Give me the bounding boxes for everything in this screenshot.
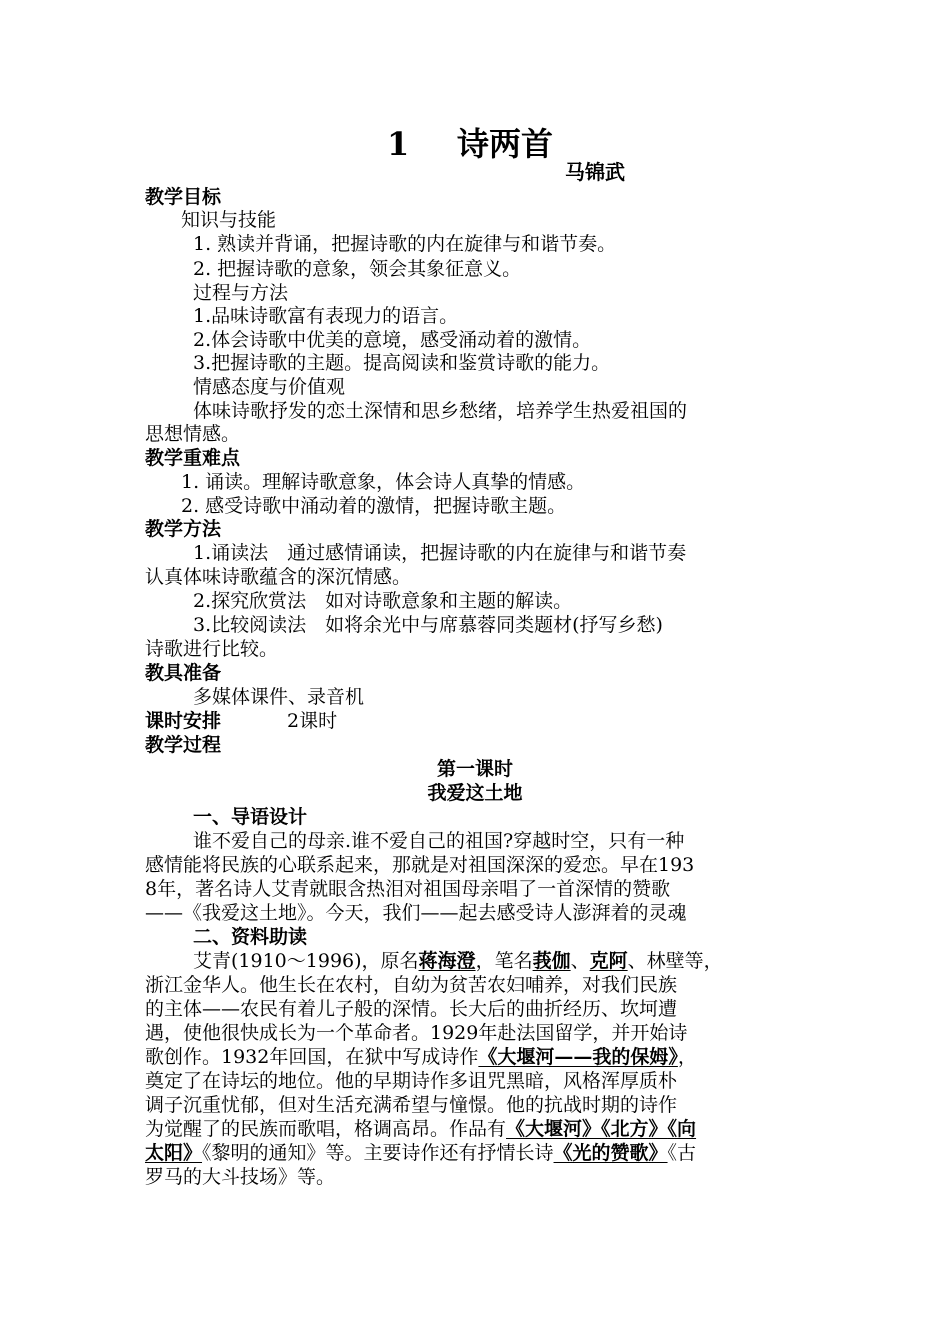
method-line: 诗歌进行比较。 [145, 638, 279, 660]
process-item: 2.体会诗歌中优美的意境，感受涌动着的激情。 [193, 329, 592, 351]
bio-line: 奠定了在诗坛的地位。他的早期诗作多诅咒黑暗，风格浑厚质朴 [145, 1070, 678, 1092]
subheading-knowledge: 知识与技能 [181, 209, 277, 231]
knowledge-item: 1. 熟读并背诵，把握诗歌的内在旋律与和谐节奏。 [193, 233, 617, 255]
bio-line [145, 1117, 696, 1141]
process-item: 3.把握诗歌的主题。提高阅读和鉴赏诗歌的能力。 [193, 352, 611, 374]
bio-line: 的主体——农民有着儿子般的深情。长大后的曲折经历、坎坷遭 [145, 998, 678, 1020]
work-title: 太阳》 [145, 1142, 203, 1164]
work-title: 《光的赞歌》 [553, 1142, 668, 1164]
work-title: 《大堰河——我的保姆》 [478, 1046, 678, 1068]
bio-line: 调子沉重忧郁，但对生活充满希望与憧憬。他的抗战时期的诗作 [145, 1094, 678, 1116]
bio-text: 《黎明的通知》等。主要诗作还有抒情长诗 [202, 1142, 554, 1164]
lesson-period-title: 第一课时 [436, 758, 513, 780]
intro-line: 8年，著名诗人艾青就眼含热泪对祖国母亲唱了一首深情的赞歌 [145, 878, 671, 900]
bio-text: 、林壁等， [627, 950, 723, 972]
heading-teaching-goals: 教学目标 [145, 186, 222, 208]
author-name: 马锦武 [565, 160, 625, 184]
original-name: 蒋海澄 [418, 950, 476, 972]
lesson-number: 1 [387, 125, 410, 163]
bio-text: 歌创作。1932年回国，在狱中写成诗作 [145, 1046, 479, 1068]
intro-line: 感情能将民族的心联系起来，那就是对祖国深深的爱恋。早在193 [145, 854, 695, 876]
schedule-text: 2课时 [287, 710, 338, 732]
method-line: 2.探究欣赏法 如对诗歌意象和主题的解读。 [193, 590, 573, 612]
method-line: 认真体味诗歌蕴含的深沉情感。 [145, 566, 412, 588]
heading-materials: 二、资料助读 [193, 926, 308, 948]
process-item: 1.品味诗歌富有表现力的语言。 [193, 305, 459, 327]
poem-title: 我爱这土地 [427, 782, 523, 804]
pen-name: 莪伽 [532, 950, 571, 972]
emotion-text: 思想情感。 [145, 423, 241, 445]
work-title: 《向 [667, 1118, 697, 1140]
heading-schedule: 课时安排 [145, 710, 222, 732]
method-line: 1.诵读法 通过感情诵读，把握诗歌的内在旋律与和谐节奏 [193, 542, 687, 564]
bio-text: ， [677, 1046, 697, 1068]
intro-line: 谁不爱自己的母亲.谁不爱自己的祖国?穿越时空，只有一种 [193, 830, 685, 852]
bio-line [145, 1045, 697, 1069]
heading-key-points: 教学重难点 [145, 447, 241, 469]
key-point-item: 1. 诵读。理解诗歌意象，体会诗人真挚的情感。 [181, 471, 586, 493]
subheading-process: 过程与方法 [193, 282, 289, 304]
bio-text: 、 [570, 950, 590, 972]
bio-line [145, 1141, 696, 1165]
heading-teaching-process: 教学过程 [145, 734, 222, 756]
emotion-text: 体味诗歌抒发的恋土深情和思乡愁绪，培养学生热爱祖国的 [193, 400, 688, 422]
method-line: 3.比较阅读法 如将余光中与席慕蓉同类题材(抒写乡愁) [193, 614, 663, 636]
bio-text: 《古 [667, 1142, 697, 1164]
key-point-item: 2. 感受诗歌中涌动着的激情，把握诗歌主题。 [181, 495, 567, 517]
bio-line: 遇，使他很快成长为一个革命者。1929年赴法国留学，并开始诗 [145, 1022, 688, 1044]
heading-intro: 一、导语设计 [193, 806, 308, 828]
bio-text: ，笔名 [475, 950, 533, 972]
knowledge-item: 2. 把握诗歌的意象，领会其象征意义。 [193, 258, 522, 280]
lesson-title-text: 诗两首 [457, 125, 554, 163]
bio-line: 浙江金华人。他生长在农村，自幼为贫苦农妇哺养，对我们民族 [145, 974, 678, 996]
heading-tools: 教具准备 [145, 662, 222, 684]
bio-line [193, 949, 723, 973]
subheading-emotion: 情感态度与价值观 [193, 376, 346, 398]
pen-name: 克阿 [589, 950, 628, 972]
bio-line: 罗马的大斗技场》等。 [145, 1166, 336, 1188]
tools-text: 多媒体课件、录音机 [193, 686, 365, 708]
lesson-title [387, 126, 553, 162]
work-title: 《北方》 [601, 1118, 668, 1140]
work-title: 《大堰河》 [506, 1118, 602, 1140]
bio-text: 艾青(1910～1996)，原名 [193, 950, 419, 972]
heading-methods: 教学方法 [145, 518, 222, 540]
bio-text: 为觉醒了的民族而歌唱，格调高昂。作品有 [145, 1118, 507, 1140]
intro-line: ——《我爱这土地》。今天，我们——起去感受诗人澎湃着的灵魂 [145, 902, 687, 924]
